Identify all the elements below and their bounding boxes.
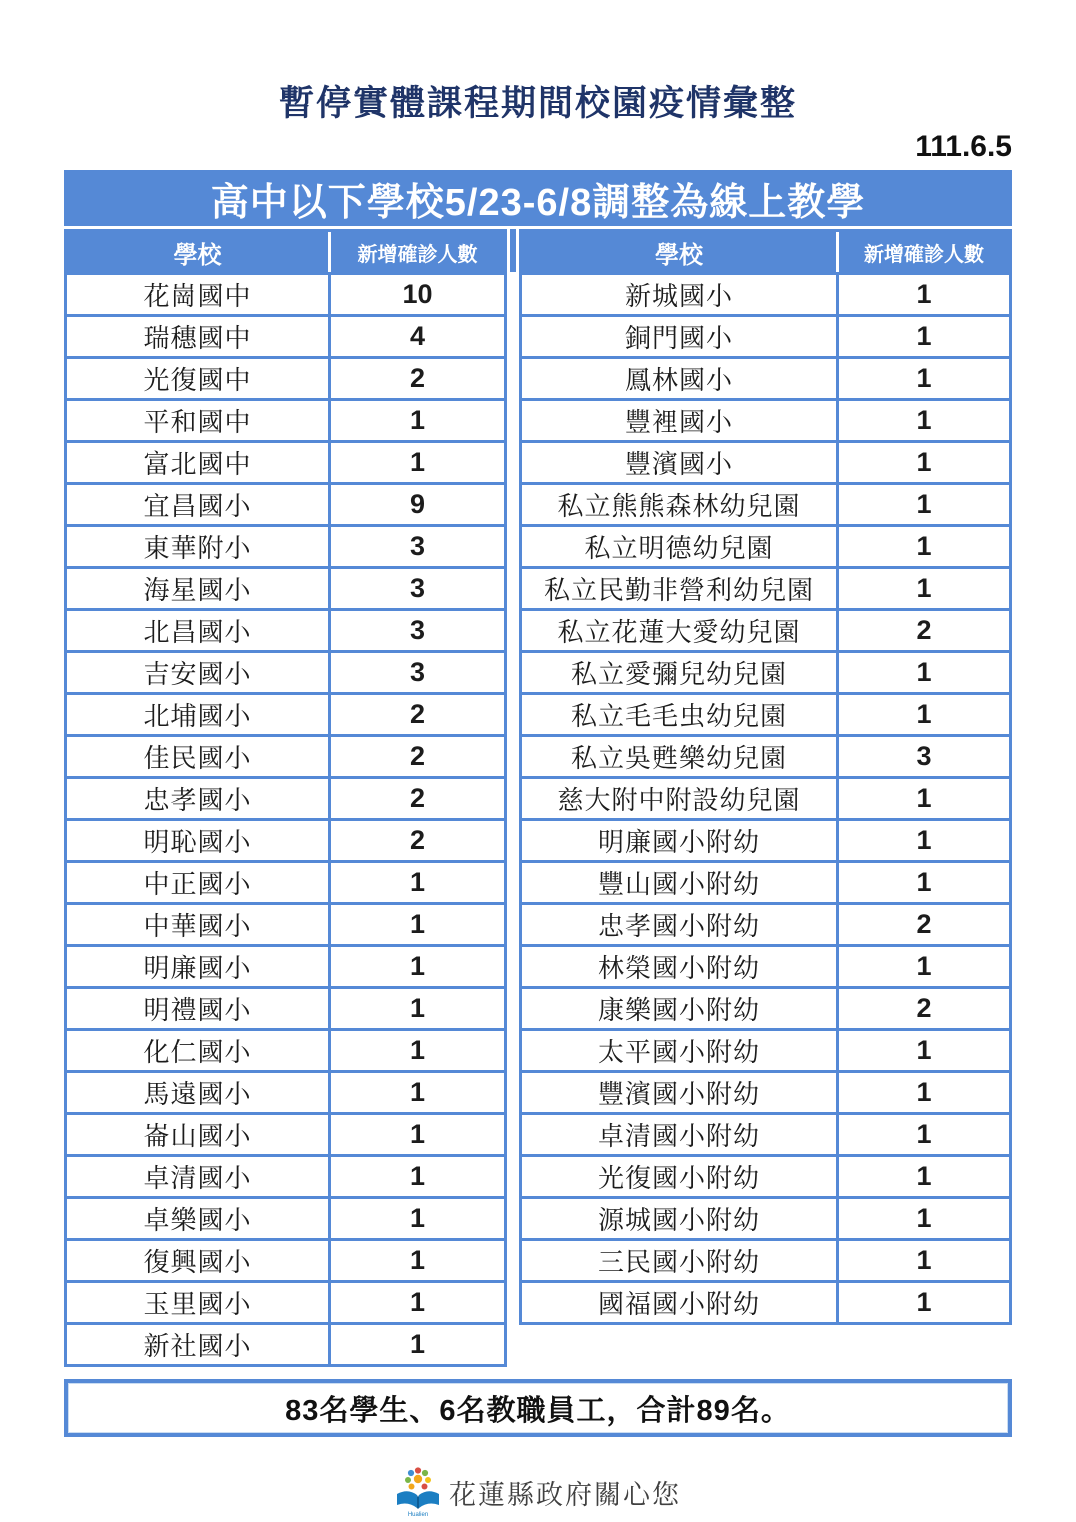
table-row bbox=[522, 986, 1009, 1028]
table-row bbox=[522, 1112, 1009, 1154]
table-gap-header-segment bbox=[510, 229, 516, 272]
table-row bbox=[67, 818, 504, 860]
column-header-cases: 新增確診人數 bbox=[836, 232, 1009, 272]
table-row bbox=[522, 566, 1009, 608]
table-row bbox=[67, 1112, 504, 1154]
cases-cell: 1 bbox=[409, 1077, 426, 1107]
cases-cell: 1 bbox=[409, 1245, 426, 1275]
table-row bbox=[67, 692, 504, 734]
cases-cell: 1 bbox=[916, 447, 932, 477]
left-table bbox=[64, 229, 507, 1367]
cases-cell: 1 bbox=[409, 1035, 426, 1065]
school-cell: 豐濱國小附幼 bbox=[522, 1073, 839, 1112]
cases-cell: 3 bbox=[409, 573, 426, 603]
cases-cell: 1 bbox=[916, 573, 932, 603]
table-banner: 高中以下學校5/23-6/8調整為線上教學 bbox=[64, 170, 1012, 226]
cases-cell: 1 bbox=[916, 951, 932, 981]
cases-cell: 3 bbox=[409, 531, 426, 561]
table-row bbox=[67, 272, 504, 314]
table-row bbox=[522, 608, 1009, 650]
cases-cell: 1 bbox=[916, 1287, 932, 1317]
right-table bbox=[519, 229, 1012, 1325]
table-row bbox=[67, 776, 504, 818]
school-cell: 海星國小 bbox=[67, 569, 331, 608]
cases-cell: 1 bbox=[916, 531, 932, 561]
cases-cell: 1 bbox=[409, 909, 426, 939]
cases-cell: 3 bbox=[409, 657, 426, 687]
cases-cell: 2 bbox=[409, 825, 426, 855]
table-row bbox=[67, 524, 504, 566]
table-row bbox=[67, 944, 504, 986]
school-cell: 平和國中 bbox=[67, 401, 331, 440]
cases-cell: 1 bbox=[916, 867, 932, 897]
cases-cell: 3 bbox=[916, 741, 932, 771]
table-row bbox=[67, 860, 504, 902]
cases-cell: 1 bbox=[916, 1161, 932, 1191]
school-cell: 中華國小 bbox=[67, 905, 331, 944]
cases-cell: 1 bbox=[916, 489, 932, 519]
school-cell: 明廉國小 bbox=[67, 947, 331, 986]
cases-cell: 10 bbox=[402, 279, 433, 309]
table-row bbox=[67, 1238, 504, 1280]
cases-cell: 1 bbox=[916, 825, 932, 855]
cases-cell: 1 bbox=[916, 783, 932, 813]
school-cell: 銅門國小 bbox=[522, 317, 839, 356]
table-row bbox=[67, 608, 504, 650]
table-row bbox=[522, 860, 1009, 902]
table-row bbox=[67, 650, 504, 692]
table-row bbox=[67, 1154, 504, 1196]
table-row bbox=[67, 566, 504, 608]
cases-cell: 1 bbox=[916, 279, 932, 309]
cases-cell: 1 bbox=[916, 405, 932, 435]
table-row bbox=[522, 1028, 1009, 1070]
right-table-body bbox=[522, 272, 1009, 1322]
cases-cell: 1 bbox=[916, 1203, 932, 1233]
school-cell: 私立民勤非營利幼兒園 bbox=[522, 569, 839, 608]
cases-cell: 2 bbox=[916, 993, 932, 1023]
cases-cell: 1 bbox=[409, 1161, 426, 1191]
cases-cell: 1 bbox=[409, 867, 426, 897]
cases-cell: 1 bbox=[916, 1035, 932, 1065]
column-header-school: 學校 bbox=[655, 241, 703, 269]
table-row bbox=[522, 692, 1009, 734]
school-cell: 崙山國小 bbox=[67, 1115, 331, 1154]
epidemic-table bbox=[64, 170, 1012, 1367]
table-row bbox=[67, 314, 504, 356]
school-cell: 私立熊熊森林幼兒園 bbox=[522, 485, 839, 524]
school-cell: 玉里國小 bbox=[67, 1283, 331, 1322]
cases-cell: 1 bbox=[916, 1245, 932, 1275]
cases-cell: 9 bbox=[409, 489, 426, 519]
table-row bbox=[67, 440, 504, 482]
cases-cell: 4 bbox=[409, 321, 426, 351]
cases-cell: 1 bbox=[916, 1077, 932, 1107]
table-row bbox=[67, 1070, 504, 1112]
table-row bbox=[67, 902, 504, 944]
school-cell: 佳民國小 bbox=[67, 737, 331, 776]
school-cell: 忠孝國小 bbox=[67, 779, 331, 818]
school-cell: 私立愛彌兒幼兒園 bbox=[522, 653, 839, 692]
table-row bbox=[67, 1280, 504, 1322]
logo-caption: Hualien bbox=[407, 1512, 429, 1518]
school-cell: 鳳林國小 bbox=[522, 359, 839, 398]
table-row bbox=[67, 356, 504, 398]
cases-cell: 1 bbox=[409, 993, 426, 1023]
table-row bbox=[67, 482, 504, 524]
cases-cell: 2 bbox=[409, 783, 426, 813]
school-cell: 明禮國小 bbox=[67, 989, 331, 1028]
cases-cell: 2 bbox=[916, 615, 932, 645]
table-row bbox=[522, 314, 1009, 356]
table-row bbox=[522, 1280, 1009, 1322]
school-cell: 新社國小 bbox=[67, 1325, 331, 1364]
cases-cell: 1 bbox=[409, 1203, 426, 1233]
cases-cell: 1 bbox=[916, 1119, 932, 1149]
hualien-government-logo-icon bbox=[395, 1465, 441, 1519]
table-row bbox=[522, 818, 1009, 860]
cases-cell: 1 bbox=[409, 1287, 426, 1317]
cases-cell: 1 bbox=[409, 405, 426, 435]
school-cell: 豐山國小附幼 bbox=[522, 863, 839, 902]
cases-cell: 1 bbox=[409, 951, 426, 981]
report-date: 111.6.5 bbox=[915, 130, 1012, 163]
school-cell: 卓樂國小 bbox=[67, 1199, 331, 1238]
school-cell: 花崗國中 bbox=[67, 275, 331, 314]
tables-row bbox=[64, 229, 1012, 1367]
school-cell: 新城國小 bbox=[522, 275, 839, 314]
table-row bbox=[522, 272, 1009, 314]
table-row bbox=[522, 440, 1009, 482]
table-row bbox=[522, 1196, 1009, 1238]
school-cell: 光復國小附幼 bbox=[522, 1157, 839, 1196]
school-cell: 卓清國小附幼 bbox=[522, 1115, 839, 1154]
table-row bbox=[67, 1322, 504, 1364]
school-cell: 豐裡國小 bbox=[522, 401, 839, 440]
table-row bbox=[522, 356, 1009, 398]
school-cell: 北昌國小 bbox=[67, 611, 331, 650]
cases-cell: 1 bbox=[409, 1119, 426, 1149]
school-cell: 豐濱國小 bbox=[522, 443, 839, 482]
school-cell: 私立明德幼兒園 bbox=[522, 527, 839, 566]
cases-cell: 2 bbox=[409, 741, 426, 771]
table-row bbox=[522, 398, 1009, 440]
cases-cell: 2 bbox=[409, 699, 426, 729]
school-cell: 馬遠國小 bbox=[67, 1073, 331, 1112]
school-cell: 明廉國小附幼 bbox=[522, 821, 839, 860]
school-cell: 三民國小附幼 bbox=[522, 1241, 839, 1280]
school-cell: 光復國中 bbox=[67, 359, 331, 398]
left-table-body bbox=[67, 272, 504, 1364]
table-row bbox=[522, 902, 1009, 944]
school-cell: 卓清國小 bbox=[67, 1157, 331, 1196]
school-cell: 復興國小 bbox=[67, 1241, 331, 1280]
table-row bbox=[522, 524, 1009, 566]
school-cell: 化仁國小 bbox=[67, 1031, 331, 1070]
cases-cell: 1 bbox=[916, 699, 932, 729]
school-cell: 東華附小 bbox=[67, 527, 331, 566]
left-table-header bbox=[67, 232, 504, 272]
table-row bbox=[522, 1070, 1009, 1112]
cases-cell: 1 bbox=[409, 1329, 426, 1359]
table-row bbox=[67, 1028, 504, 1070]
footer bbox=[0, 1465, 1076, 1519]
cases-cell: 1 bbox=[916, 321, 932, 351]
school-cell: 忠孝國小附幼 bbox=[522, 905, 839, 944]
school-cell: 私立吳甦樂幼兒園 bbox=[522, 737, 839, 776]
school-cell: 源城國小附幼 bbox=[522, 1199, 839, 1238]
school-cell: 宜昌國小 bbox=[67, 485, 331, 524]
page-title: 暫停實體課程期間校園疫情彙整 bbox=[278, 84, 797, 123]
table-row bbox=[522, 1238, 1009, 1280]
table-row bbox=[67, 398, 504, 440]
table-row bbox=[67, 986, 504, 1028]
school-cell: 私立毛毛虫幼兒園 bbox=[522, 695, 839, 734]
table-row bbox=[522, 734, 1009, 776]
school-cell: 富北國中 bbox=[67, 443, 331, 482]
school-cell: 吉安國小 bbox=[67, 653, 331, 692]
table-row bbox=[522, 944, 1009, 986]
school-cell: 慈大附中附設幼兒園 bbox=[522, 779, 839, 818]
table-row bbox=[67, 1196, 504, 1238]
table-row bbox=[67, 734, 504, 776]
table-row bbox=[522, 776, 1009, 818]
school-cell: 康樂國小附幼 bbox=[522, 989, 839, 1028]
cases-cell: 2 bbox=[409, 363, 426, 393]
column-header-school: 學校 bbox=[173, 241, 222, 269]
table-row bbox=[522, 1154, 1009, 1196]
cases-cell: 1 bbox=[916, 657, 932, 687]
school-cell: 太平國小附幼 bbox=[522, 1031, 839, 1070]
school-cell: 林榮國小附幼 bbox=[522, 947, 839, 986]
cases-cell: 2 bbox=[916, 909, 932, 939]
school-cell: 私立花蓮大愛幼兒園 bbox=[522, 611, 839, 650]
summary-bar: 83名學生、6名教職員工，合計89名。 bbox=[64, 1379, 1012, 1437]
table-row bbox=[522, 482, 1009, 524]
school-cell: 中正國小 bbox=[67, 863, 331, 902]
footer-text: 花蓮縣政府關心您 bbox=[449, 1479, 681, 1510]
right-table-header bbox=[522, 232, 1009, 272]
cases-cell: 1 bbox=[409, 447, 426, 477]
table-gap-divider bbox=[507, 229, 519, 1367]
cases-cell: 1 bbox=[916, 363, 932, 393]
school-cell: 明恥國小 bbox=[67, 821, 331, 860]
table-row bbox=[522, 650, 1009, 692]
school-cell: 瑞穗國中 bbox=[67, 317, 331, 356]
school-cell: 國福國小附幼 bbox=[522, 1283, 839, 1322]
column-header-cases: 新增確診人數 bbox=[328, 232, 504, 272]
school-cell: 北埔國小 bbox=[67, 695, 331, 734]
cases-cell: 3 bbox=[409, 615, 426, 645]
